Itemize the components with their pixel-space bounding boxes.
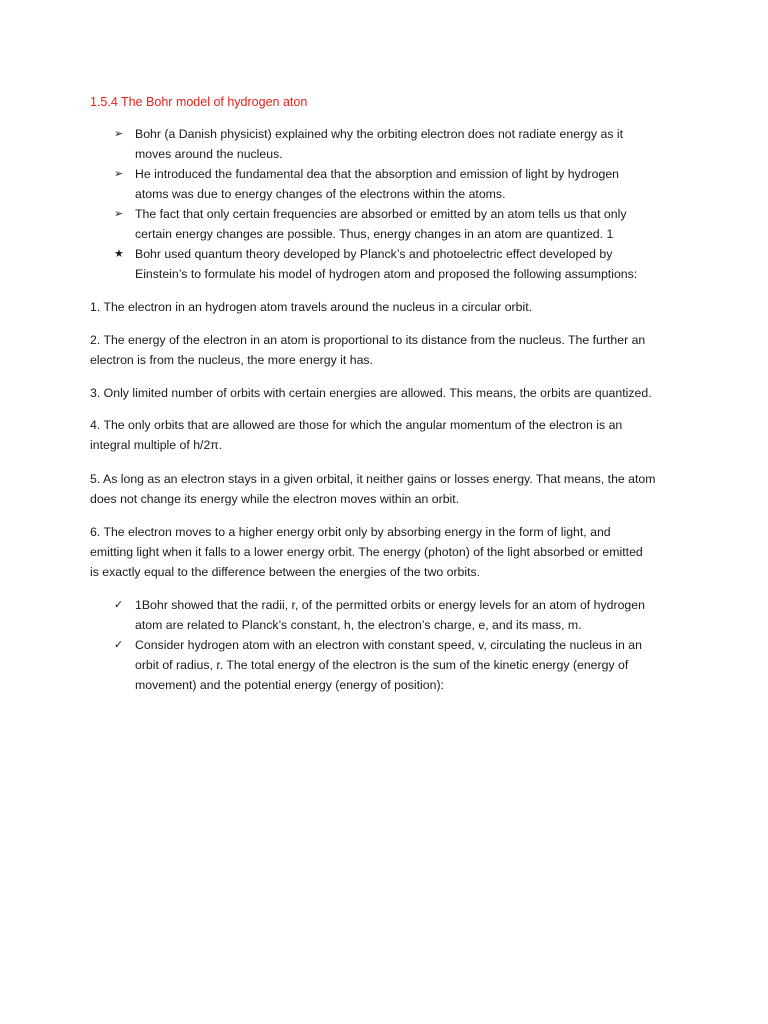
bullet-item <box>114 164 674 204</box>
assumption-paragraph <box>90 383 690 403</box>
paragraph-line: integral multiple of h/2π. <box>90 438 223 452</box>
bullet-line: Bohr (a Danish physicist) explained why the orbiting electron does not radiate energy as it <box>135 127 624 141</box>
bullet-line: Consider hydrogen atom with an electron with constant speed, v, circulating the nucleus in an <box>135 638 642 652</box>
check-bullet-item <box>114 595 674 635</box>
bullet-line: Einstein’s to formulate his model of hydrogen atom and proposed the following assumptions: <box>135 267 638 281</box>
assumption-paragraph <box>90 297 690 317</box>
check-bullet-item <box>114 635 674 695</box>
paragraph-line: 6. The electron moves to a higher energy orbit only by absorbing energy in the form of light, and <box>90 525 611 539</box>
bullet-item <box>114 204 674 244</box>
assumption-paragraph <box>90 415 690 455</box>
bullet-line: movement) and the potential energy (energy of position): <box>135 678 444 692</box>
checkmark-icon: ✓ <box>114 639 124 651</box>
section-heading: 1.5.4 The Bohr model of hydrogen aton <box>90 95 308 109</box>
paragraph-line: electron is from the nucleus, the more energy it has. <box>90 353 373 367</box>
assumption-paragraph <box>90 330 690 370</box>
bullet-line: moves around the nucleus. <box>135 147 283 161</box>
bullet-line: certain energy changes are possible. Thus, energy changes in an atom are quantized. 1 <box>135 227 614 241</box>
bullet-line: The fact that only certain frequencies are absorbed or emitted by an atom tells us that only <box>135 207 627 221</box>
paragraph-line: 3. Only limited number of orbits with certain energies are allowed. This means, the orbits are quantized. <box>90 386 652 400</box>
bullet-item <box>114 124 674 164</box>
bullet-line: He introduced the fundamental dea that the absorption and emission of light by hydrogen <box>135 167 619 181</box>
paragraph-line: 5. As long as an electron stays in a given orbital, it neither gains or losses energy. That means, the atom <box>90 472 656 486</box>
paragraph-line: is exactly equal to the difference between the energies of the two orbits. <box>90 565 481 579</box>
arrow-bullet-icon: ➢ <box>114 168 124 180</box>
paragraph-line: 2. The energy of the electron in an atom is proportional to its distance from the nucleus. The further an <box>90 333 646 347</box>
arrow-bullet-icon: ➢ <box>114 128 124 140</box>
arrow-bullet-icon: ➢ <box>114 208 124 220</box>
assumption-paragraph <box>90 469 690 509</box>
paragraph-line: does not change its energy while the electron moves within an orbit. <box>90 492 460 506</box>
assumption-paragraph <box>90 522 690 582</box>
bullet-line: atoms was due to energy changes of the electrons within the atoms. <box>135 187 506 201</box>
bullet-line: orbit of radius, r. The total energy of the electron is the sum of the kinetic energy (energy of <box>135 658 629 672</box>
star-bullet-icon: ★ <box>114 248 124 260</box>
checkmark-icon: ✓ <box>114 599 124 611</box>
bullet-item <box>114 244 674 284</box>
bullet-line: atom are related to Planck’s constant, h, the electron’s charge, e, and its mass, m. <box>135 618 582 632</box>
bullet-line: 1Bohr showed that the radii, r, of the permitted orbits or energy levels for an atom of hydrogen <box>135 598 645 612</box>
bullet-line: Bohr used quantum theory developed by Planck’s and photoelectric effect developed by <box>135 247 613 261</box>
paragraph-line: 4. The only orbits that are allowed are those for which the angular momentum of the electron is an <box>90 418 623 432</box>
paragraph-line: emitting light when it falls to a lower energy orbit. The energy (photon) of the light absorbed or emitted <box>90 545 643 559</box>
paragraph-line: 1. The electron in an hydrogen atom travels around the nucleus in a circular orbit. <box>90 300 533 314</box>
